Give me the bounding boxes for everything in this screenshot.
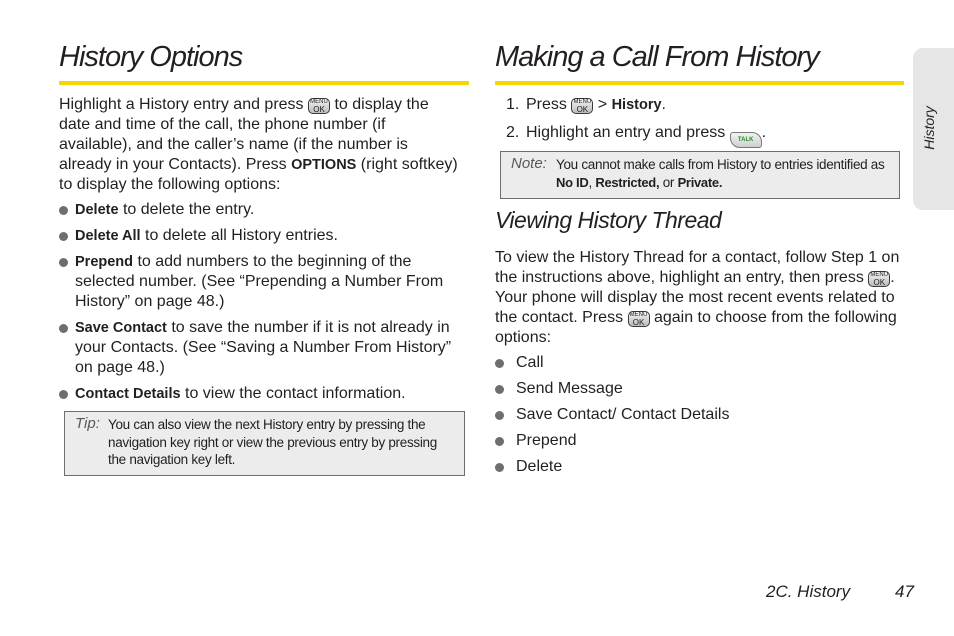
option-label: Prepend [516,432,577,449]
side-tab-label: History [921,106,937,150]
step-text: Highlight an entry and press [526,124,730,141]
tip-label: Tip: [75,415,100,432]
bullet-icon [59,232,68,241]
thread-options-list [495,353,895,477]
intro-text-1: Highlight a History entry and press [59,96,308,113]
page-title-making-call: Making a Call From History [495,41,819,73]
option-label: Delete [516,458,563,475]
key-ok-label: OK [632,318,645,327]
note-bold-2: Restricted, [595,174,660,190]
note-bold-3: Private. [677,174,723,190]
step-item [506,123,766,151]
option-name: Prepend [75,254,134,270]
menu-ok-key-icon [571,98,593,114]
step-separator: > [593,96,612,113]
thread-text-1: To view the History Thread for a contact, follow Step 1 on the instructions above, highlight an entry, then press [495,249,900,286]
footer-page-number: 47 [895,582,914,601]
list-item [59,252,467,312]
step-item [506,95,766,123]
list-item [495,431,895,451]
note-bold-1: No ID [556,174,589,190]
menu-ok-key-icon [868,271,890,287]
tip-text: You can also view the next History entry by pressing the navigation key right or view the previous entry by pressing the navigation key left. [108,417,437,467]
note-or: or [659,174,678,190]
option-name: Contact Details [75,386,181,402]
bullet-icon [495,385,504,394]
footer-section: 2C. History [766,582,851,601]
key-ok-label: OK [576,105,589,114]
list-item [495,405,895,425]
title-rule [59,81,469,85]
key-menu-label: MENU [573,99,592,105]
steps-list [506,95,766,151]
option-name: Save Contact [75,320,167,336]
step-text-end: . [761,124,767,141]
bullet-icon [59,206,68,215]
thread-paragraph [495,248,903,348]
step-number: 1. [506,96,520,113]
bullet-icon [59,258,68,267]
step-text: Press [526,96,572,113]
note-comma: , [588,174,596,190]
note-label: Note: [511,155,547,172]
options-label: OPTIONS [291,157,357,173]
list-item [59,200,467,220]
option-label: Send Message [516,380,623,397]
option-desc: to save the number if it is not already in your Contacts. (See “Saving a Number From History” on page 48.) [75,319,452,376]
bullet-icon [495,359,504,368]
list-item [495,457,895,477]
section-subtitle: Viewing History Thread [495,207,722,233]
key-menu-label: MENU [629,312,648,318]
menu-ok-key-icon [308,98,330,114]
note-text [556,156,896,191]
bullet-icon [495,463,504,472]
intro-text-3: (right softkey) to display the following options: [59,156,458,193]
key-ok-label: OK [313,105,325,114]
key-menu-label: MENU [310,99,328,105]
key-menu-label: MENU [870,272,889,278]
list-item [59,318,467,378]
key-ok-label: OK [873,278,886,287]
page-title-history-options: History Options [59,41,243,73]
intro-paragraph [59,95,459,195]
list-item [495,353,895,373]
bullet-icon [495,411,504,420]
note-text-1: You cannot make calls from History to entries identified as [556,157,885,172]
tip-box [64,411,465,476]
chapter-side-tab [913,48,954,210]
menu-ok-key-icon [628,311,650,327]
list-item [59,226,467,246]
option-label: Call [516,354,544,371]
option-desc: to delete all History entries. [140,227,338,244]
option-desc: to add numbers to the beginning of the selected number. (See “Prepending a Number From History” on page 48.) [75,253,444,310]
thread-text-3: again to choose from the following options: [495,309,897,346]
list-item [59,384,467,404]
option-desc: to delete the entry. [118,201,255,218]
note-box [500,151,900,199]
step-text-end: . [661,96,666,113]
step-number: 2. [506,124,520,141]
intro-text-2: to display the date and time of the call, the phone number (if available), and the caller’s name (if the number is already in your Contacts). Press [59,96,429,173]
title-rule [495,81,904,85]
talk-key-icon: TALK [730,132,762,148]
list-item [495,379,895,399]
options-list [59,200,467,404]
bullet-icon [59,324,68,333]
option-name: Delete All [75,228,141,244]
thread-text-2: . Your phone will display the most recent events related to the contact. Press [495,269,895,326]
option-label: Save Contact/ Contact Details [516,406,730,423]
option-name: Delete [75,202,119,218]
option-desc: to view the contact information. [180,385,406,402]
bullet-icon [59,390,68,399]
step-bold: History [611,97,662,113]
bullet-icon [495,437,504,446]
